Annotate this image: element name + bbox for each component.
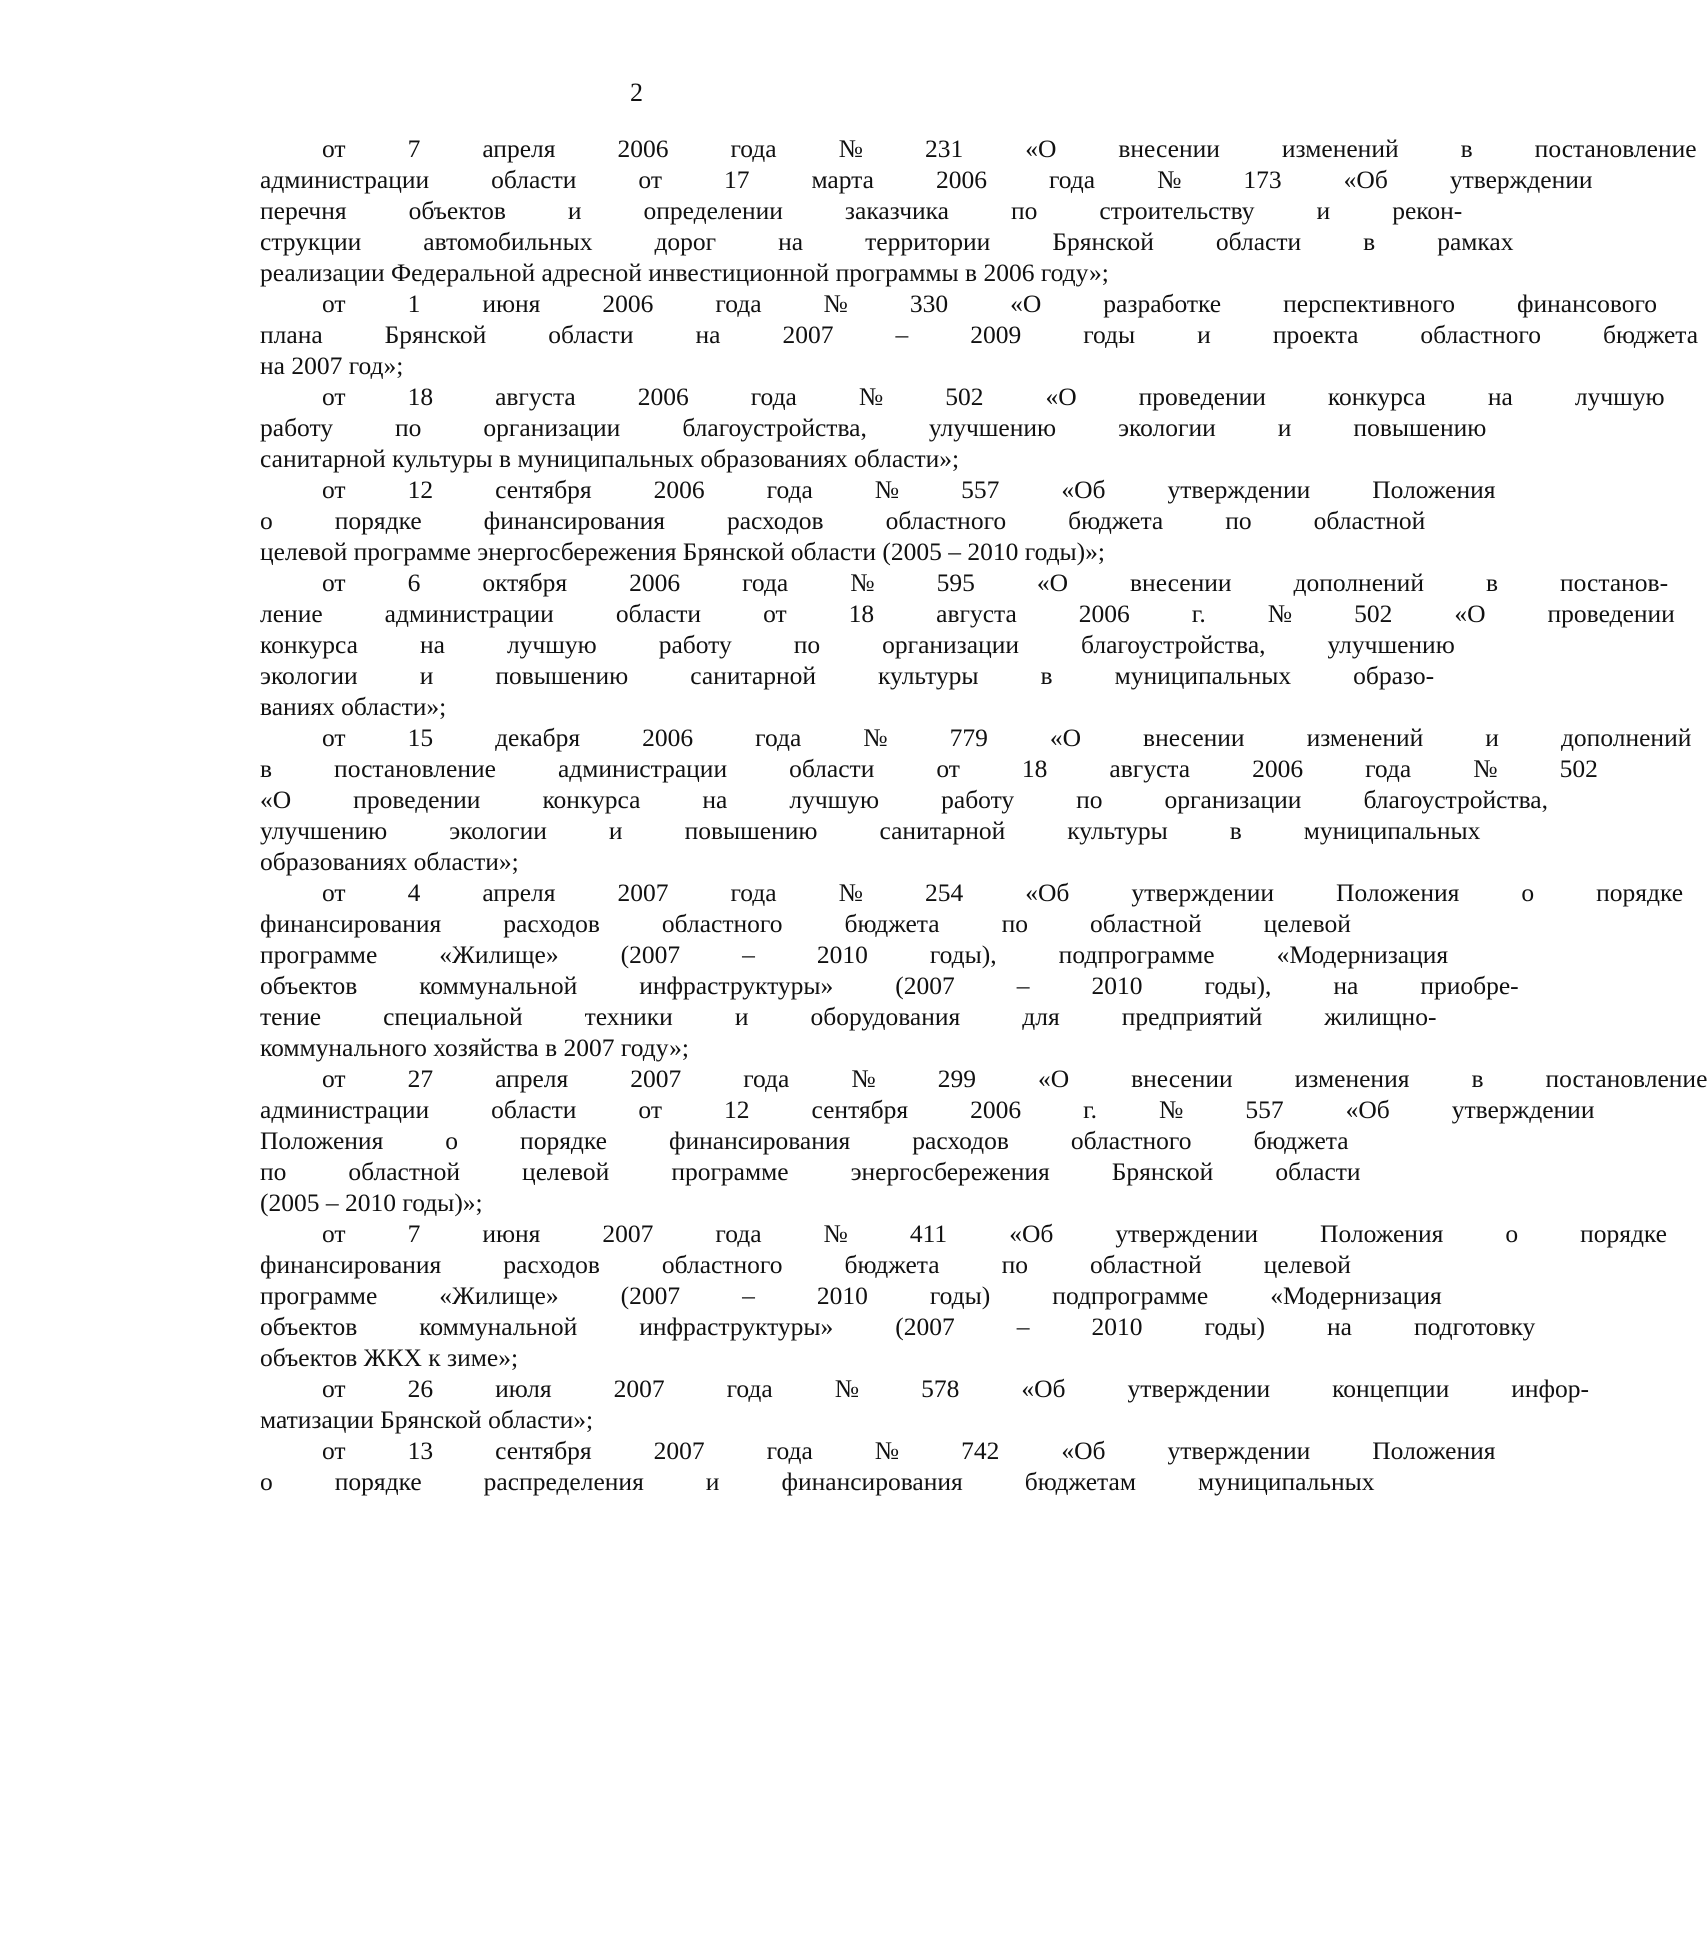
paragraph-line: на 2007 год»; <box>260 351 404 380</box>
paragraph-line: образованиях области»; <box>260 847 519 876</box>
paragraph-line: от 27 апреля 2007 года № 299 «О внесении изменения в постановление <box>322 1064 1707 1093</box>
paragraph-line: программе «Жилище» (2007 – 2010 годы) подпрограмме «Модернизация <box>260 1281 1442 1310</box>
paragraph-line: администрации области от 12 сентября 2006 г. № 557 «Об утверждении <box>260 1095 1595 1124</box>
paragraph-line: от 26 июля 2007 года № 578 «Об утверждении концепции инфор- <box>322 1374 1590 1403</box>
paragraph-line: от 15 декабря 2006 года № 779 «О внесении изменений и дополнений <box>322 723 1692 752</box>
paragraph-line: от 12 сентября 2006 года № 557 «Об утверждении Положения <box>322 475 1496 504</box>
paragraph-line: от 13 сентября 2007 года № 742 «Об утверждении Положения <box>322 1436 1496 1465</box>
page-number: 2 <box>630 78 643 107</box>
paragraph-line: финансирования расходов областного бюджета по областной целевой <box>260 909 1351 938</box>
paragraph <box>198 381 1665 474</box>
paragraph-line: перечня объектов и определении заказчика по строительству и рекон- <box>260 196 1463 225</box>
paragraph-line: коммунального хозяйства в 2007 году»; <box>260 1033 689 1062</box>
paragraph <box>198 1373 1590 1435</box>
paragraph <box>198 288 1699 381</box>
paragraph-line: улучшению экологии и повышению санитарной культуры в муниципальных <box>260 816 1481 845</box>
paragraph-line: объектов коммунальной инфраструктуры» (2007 – 2010 годы) на подготовку <box>260 1312 1536 1341</box>
paragraph-line: конкурса на лучшую работу по организации благоустройства, улучшению <box>260 630 1455 659</box>
paragraph-line: от 6 октября 2006 года № 595 «О внесении дополнений в постанов- <box>322 568 1669 597</box>
paragraph-line: реализации Федеральной адресной инвестиционной программы в 2006 году»; <box>260 258 1109 287</box>
paragraph-line: «О проведении конкурса на лучшую работу по организации благоустройства, <box>260 785 1548 814</box>
paragraph-line: о порядке распределения и финансирования бюджетам муниципальных <box>260 1467 1375 1496</box>
paragraph-line: (2005 – 2010 годы)»; <box>260 1188 483 1217</box>
paragraph-line: работу по организации благоустройства, улучшению экологии и повышению <box>260 413 1487 442</box>
paragraph-line: администрации области от 17 марта 2006 года № 173 «Об утверждении <box>260 165 1593 194</box>
paragraph-line: Положения о порядке финансирования расходов областного бюджета <box>260 1126 1349 1155</box>
paragraph-line: от 4 апреля 2007 года № 254 «Об утверждении Положения о порядке <box>322 878 1684 907</box>
paragraph-line: объектов ЖКХ к зиме»; <box>260 1343 519 1372</box>
paragraph-line: от 18 августа 2006 года № 502 «О проведении конкурса на лучшую <box>322 382 1665 411</box>
paragraph-line: от 7 июня 2007 года № 411 «Об утверждении Положения о порядке <box>322 1219 1667 1248</box>
paragraph-line: струкции автомобильных дорог на территории Брянской области в рамках <box>260 227 1514 256</box>
paragraph <box>198 474 1496 567</box>
paragraph-line: тение специальной техники и оборудования для предприятий жилищно- <box>260 1002 1437 1031</box>
paragraph-line: целевой программе энергосбережения Брянской области (2005 – 2010 годы)»; <box>260 537 1106 566</box>
paragraph-line: от 1 июня 2006 года № 330 «О разработке перспективного финансового <box>322 289 1658 318</box>
paragraph-line: санитарной культуры в муниципальных образованиях области»; <box>260 444 960 473</box>
paragraph <box>198 1218 1667 1373</box>
paragraph-line: программе «Жилище» (2007 – 2010 годы), подпрограмме «Модернизация <box>260 940 1449 969</box>
paragraph-line: плана Брянской области на 2007 – 2009 годы и проекта областного бюджета <box>260 320 1699 349</box>
paragraph-line: по областной целевой программе энергосбережения Брянской области <box>260 1157 1361 1186</box>
paragraph <box>198 722 1692 877</box>
paragraph-line: матизации Брянской области»; <box>260 1405 594 1434</box>
paragraph <box>198 567 1675 722</box>
paragraph-line: от 7 апреля 2006 года № 231 «О внесении изменений в постановление <box>322 134 1697 163</box>
paragraph-line: в постановление администрации области от 18 августа 2006 года № 502 <box>260 754 1598 783</box>
paragraph-line: ваниях области»; <box>260 692 447 721</box>
paragraph-line: о порядке финансирования расходов областного бюджета по областной <box>260 506 1426 535</box>
paragraph <box>198 1063 1707 1218</box>
document-body <box>198 133 1707 1497</box>
paragraph-line: объектов коммунальной инфраструктуры» (2007 – 2010 годы), на приобре- <box>260 971 1519 1000</box>
paragraph-line: финансирования расходов областного бюджета по областной целевой <box>260 1250 1351 1279</box>
paragraph <box>198 133 1697 288</box>
paragraph-line: экологии и повышению санитарной культуры в муниципальных образо- <box>260 661 1435 690</box>
paragraph-line: ление администрации области от 18 августа 2006 г. № 502 «О проведении <box>260 599 1675 628</box>
paragraph <box>198 877 1684 1063</box>
paragraph <box>198 1435 1496 1497</box>
